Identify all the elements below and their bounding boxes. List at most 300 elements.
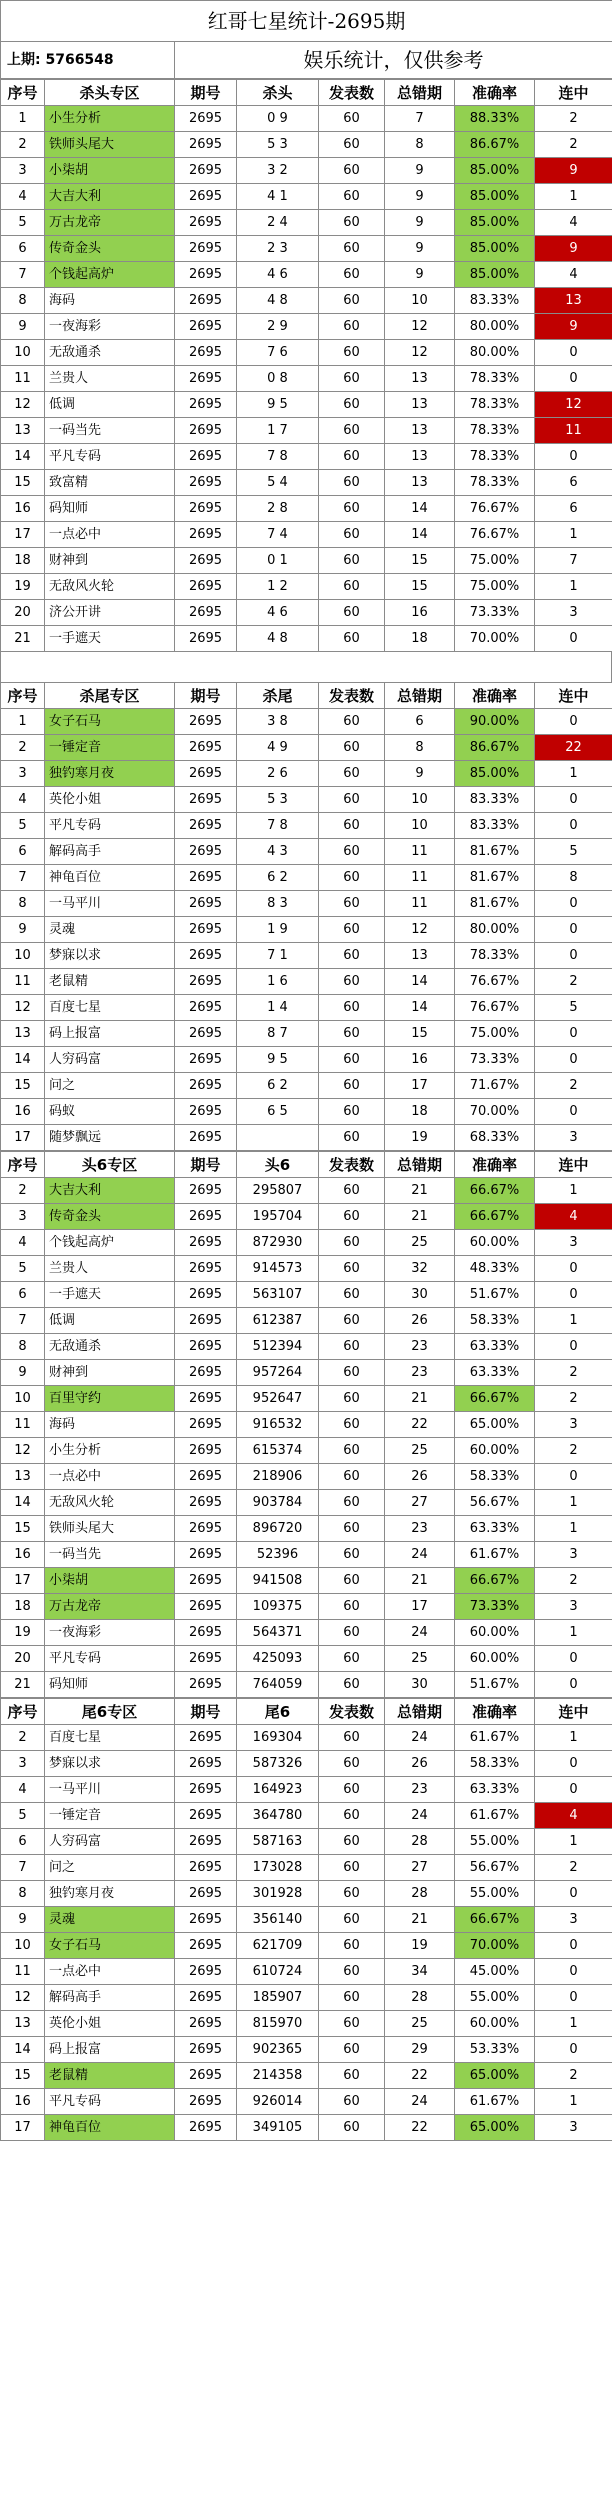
cell-value: 9 5 bbox=[237, 1047, 319, 1073]
cell-posts: 60 bbox=[319, 891, 385, 917]
cell-streak: 3 bbox=[535, 1412, 612, 1438]
cell-errors: 9 bbox=[385, 262, 455, 288]
cell-period: 2695 bbox=[175, 1490, 237, 1516]
cell-streak: 1 bbox=[535, 761, 612, 787]
cell-name: 一锤定音 bbox=[45, 1803, 175, 1829]
cell-name: 码蚁 bbox=[45, 1099, 175, 1125]
cell-value: 615374 bbox=[237, 1438, 319, 1464]
table-row bbox=[1, 1308, 612, 1334]
cell-errors: 9 bbox=[385, 184, 455, 210]
cell-accuracy: 63.33% bbox=[455, 1360, 535, 1386]
cell-value: 4 3 bbox=[237, 839, 319, 865]
cell-streak: 0 bbox=[535, 626, 612, 652]
cell-period: 2695 bbox=[175, 787, 237, 813]
cell-streak: 3 bbox=[535, 1125, 612, 1151]
cell-accuracy: 81.67% bbox=[455, 865, 535, 891]
cell-index: 14 bbox=[1, 444, 45, 470]
cell-accuracy: 63.33% bbox=[455, 1516, 535, 1542]
cell-posts: 60 bbox=[319, 787, 385, 813]
column-header-accuracy: 准确率 bbox=[455, 1152, 535, 1178]
cell-accuracy: 61.67% bbox=[455, 1725, 535, 1751]
cell-errors: 15 bbox=[385, 548, 455, 574]
cell-accuracy: 58.33% bbox=[455, 1308, 535, 1334]
cell-name: 码上报富 bbox=[45, 1021, 175, 1047]
cell-posts: 60 bbox=[319, 1490, 385, 1516]
cell-accuracy: 81.67% bbox=[455, 839, 535, 865]
cell-index: 17 bbox=[1, 1568, 45, 1594]
cell-index: 11 bbox=[1, 969, 45, 995]
column-header-period: 期号 bbox=[175, 1699, 237, 1725]
table-row bbox=[1, 106, 612, 132]
cell-period: 2695 bbox=[175, 1334, 237, 1360]
cell-value: 916532 bbox=[237, 1412, 319, 1438]
cell-posts: 60 bbox=[319, 735, 385, 761]
cell-accuracy: 56.67% bbox=[455, 1855, 535, 1881]
cell-period: 2695 bbox=[175, 1777, 237, 1803]
cell-accuracy: 86.67% bbox=[455, 735, 535, 761]
table-row bbox=[1, 1751, 612, 1777]
cell-posts: 60 bbox=[319, 1855, 385, 1881]
cell-posts: 60 bbox=[319, 2063, 385, 2089]
column-header-errors: 总错期 bbox=[385, 1152, 455, 1178]
column-header-errors: 总错期 bbox=[385, 80, 455, 106]
cell-errors: 13 bbox=[385, 470, 455, 496]
cell-accuracy: 65.00% bbox=[455, 1412, 535, 1438]
column-header-posts: 发表数 bbox=[319, 683, 385, 709]
cell-errors: 12 bbox=[385, 314, 455, 340]
cell-posts: 60 bbox=[319, 1282, 385, 1308]
column-header-accuracy: 准确率 bbox=[455, 683, 535, 709]
cell-value: 8 3 bbox=[237, 891, 319, 917]
cell-accuracy: 70.00% bbox=[455, 626, 535, 652]
table-row bbox=[1, 1672, 612, 1698]
cell-posts: 60 bbox=[319, 1204, 385, 1230]
cell-streak: 1 bbox=[535, 1725, 612, 1751]
cell-index: 6 bbox=[1, 839, 45, 865]
cell-value: 4 8 bbox=[237, 626, 319, 652]
stats-table-1 bbox=[0, 79, 612, 652]
cell-accuracy: 65.00% bbox=[455, 2115, 535, 2141]
cell-streak: 0 bbox=[535, 1751, 612, 1777]
cell-value: 1 9 bbox=[237, 917, 319, 943]
cell-posts: 60 bbox=[319, 1907, 385, 1933]
table-row bbox=[1, 1438, 612, 1464]
cell-period: 2695 bbox=[175, 1178, 237, 1204]
cell-value: 7 8 bbox=[237, 813, 319, 839]
cell-name: 大吉大利 bbox=[45, 184, 175, 210]
cell-index: 1 bbox=[1, 709, 45, 735]
cell-name: 海码 bbox=[45, 288, 175, 314]
cell-name: 人穷码富 bbox=[45, 1047, 175, 1073]
cell-name: 百里守约 bbox=[45, 1386, 175, 1412]
cell-streak: 5 bbox=[535, 995, 612, 1021]
cell-accuracy: 85.00% bbox=[455, 184, 535, 210]
table-row bbox=[1, 1646, 612, 1672]
cell-name: 无敌风火轮 bbox=[45, 574, 175, 600]
cell-period: 2695 bbox=[175, 2063, 237, 2089]
cell-period: 2695 bbox=[175, 943, 237, 969]
cell-errors: 23 bbox=[385, 1360, 455, 1386]
cell-posts: 60 bbox=[319, 1099, 385, 1125]
cell-accuracy: 85.00% bbox=[455, 262, 535, 288]
cell-errors: 30 bbox=[385, 1672, 455, 1698]
cell-streak: 0 bbox=[535, 444, 612, 470]
cell-errors: 23 bbox=[385, 1777, 455, 1803]
column-header-errors: 总错期 bbox=[385, 1699, 455, 1725]
cell-value: 4 1 bbox=[237, 184, 319, 210]
cell-index: 15 bbox=[1, 1073, 45, 1099]
cell-errors: 24 bbox=[385, 1803, 455, 1829]
cell-name: 平凡专码 bbox=[45, 444, 175, 470]
cell-value: 52396 bbox=[237, 1542, 319, 1568]
cell-value: 349105 bbox=[237, 2115, 319, 2141]
cell-name: 平凡专码 bbox=[45, 813, 175, 839]
cell-accuracy: 75.00% bbox=[455, 1021, 535, 1047]
cell-streak: 1 bbox=[535, 1829, 612, 1855]
cell-errors: 12 bbox=[385, 917, 455, 943]
cell-errors: 14 bbox=[385, 969, 455, 995]
table-row bbox=[1, 470, 612, 496]
cell-streak: 0 bbox=[535, 1985, 612, 2011]
cell-name: 个钱起高炉 bbox=[45, 1230, 175, 1256]
cell-name: 女子石马 bbox=[45, 1933, 175, 1959]
table-row bbox=[1, 865, 612, 891]
cell-posts: 60 bbox=[319, 761, 385, 787]
cell-index: 6 bbox=[1, 236, 45, 262]
cell-value: 7 1 bbox=[237, 943, 319, 969]
cell-period: 2695 bbox=[175, 1933, 237, 1959]
table-row bbox=[1, 262, 612, 288]
cell-name: 无敌通杀 bbox=[45, 340, 175, 366]
cell-name: 低调 bbox=[45, 1308, 175, 1334]
cell-errors: 14 bbox=[385, 496, 455, 522]
cell-accuracy: 80.00% bbox=[455, 917, 535, 943]
table-row bbox=[1, 314, 612, 340]
cell-posts: 60 bbox=[319, 210, 385, 236]
cell-period: 2695 bbox=[175, 1047, 237, 1073]
cell-value: 425093 bbox=[237, 1646, 319, 1672]
cell-accuracy: 75.00% bbox=[455, 548, 535, 574]
cell-index: 15 bbox=[1, 1516, 45, 1542]
cell-index: 8 bbox=[1, 1881, 45, 1907]
cell-streak: 0 bbox=[535, 1646, 612, 1672]
cell-streak: 0 bbox=[535, 709, 612, 735]
cell-period: 2695 bbox=[175, 1620, 237, 1646]
cell-value: 2 9 bbox=[237, 314, 319, 340]
cell-posts: 60 bbox=[319, 1230, 385, 1256]
cell-accuracy: 71.67% bbox=[455, 1073, 535, 1099]
cell-value: 185907 bbox=[237, 1985, 319, 2011]
cell-period: 2695 bbox=[175, 1464, 237, 1490]
cell-value: 903784 bbox=[237, 1490, 319, 1516]
cell-posts: 60 bbox=[319, 392, 385, 418]
cell-streak: 0 bbox=[535, 1047, 612, 1073]
cell-streak: 0 bbox=[535, 1021, 612, 1047]
cell-posts: 60 bbox=[319, 366, 385, 392]
cell-name: 一码当先 bbox=[45, 418, 175, 444]
cell-period: 2695 bbox=[175, 366, 237, 392]
cell-accuracy: 61.67% bbox=[455, 2089, 535, 2115]
cell-name: 一夜海彩 bbox=[45, 314, 175, 340]
column-header-value: 杀头 bbox=[237, 80, 319, 106]
cell-period: 2695 bbox=[175, 210, 237, 236]
cell-errors: 6 bbox=[385, 709, 455, 735]
cell-value: 301928 bbox=[237, 1881, 319, 1907]
table-row bbox=[1, 210, 612, 236]
cell-index: 4 bbox=[1, 1230, 45, 1256]
cell-posts: 60 bbox=[319, 1386, 385, 1412]
cell-index: 3 bbox=[1, 1204, 45, 1230]
cell-streak: 0 bbox=[535, 1933, 612, 1959]
cell-index: 16 bbox=[1, 1099, 45, 1125]
cell-errors: 13 bbox=[385, 366, 455, 392]
cell-name: 铁师头尾大 bbox=[45, 1516, 175, 1542]
cell-value: 6 2 bbox=[237, 865, 319, 891]
cell-value: 109375 bbox=[237, 1594, 319, 1620]
cell-streak: 3 bbox=[535, 600, 612, 626]
cell-accuracy: 66.67% bbox=[455, 1568, 535, 1594]
cell-value: 7 4 bbox=[237, 522, 319, 548]
cell-index: 5 bbox=[1, 210, 45, 236]
cell-value: 564371 bbox=[237, 1620, 319, 1646]
cell-value: 2 6 bbox=[237, 761, 319, 787]
cell-posts: 60 bbox=[319, 418, 385, 444]
cell-errors: 28 bbox=[385, 1985, 455, 2011]
cell-posts: 60 bbox=[319, 1725, 385, 1751]
cell-posts: 60 bbox=[319, 1959, 385, 1985]
cell-period: 2695 bbox=[175, 1594, 237, 1620]
cell-posts: 60 bbox=[319, 2037, 385, 2063]
cell-accuracy: 76.67% bbox=[455, 496, 535, 522]
table-row bbox=[1, 1829, 612, 1855]
cell-value: 195704 bbox=[237, 1204, 319, 1230]
cell-period: 2695 bbox=[175, 1855, 237, 1881]
cell-streak: 0 bbox=[535, 813, 612, 839]
cell-value: 6 5 bbox=[237, 1099, 319, 1125]
cell-period: 2695 bbox=[175, 392, 237, 418]
cell-index: 10 bbox=[1, 1386, 45, 1412]
cell-streak: 1 bbox=[535, 1308, 612, 1334]
table-row bbox=[1, 1855, 612, 1881]
cell-errors: 24 bbox=[385, 2089, 455, 2115]
table-header-row bbox=[1, 683, 612, 709]
cell-streak: 0 bbox=[535, 2037, 612, 2063]
table-row bbox=[1, 787, 612, 813]
cell-name: 个钱起高炉 bbox=[45, 262, 175, 288]
cell-accuracy: 63.33% bbox=[455, 1334, 535, 1360]
cell-accuracy: 76.67% bbox=[455, 995, 535, 1021]
cell-streak: 2 bbox=[535, 1855, 612, 1881]
cell-streak: 3 bbox=[535, 1907, 612, 1933]
cell-period: 2695 bbox=[175, 288, 237, 314]
stats-table-3 bbox=[0, 1151, 612, 1698]
table-row bbox=[1, 1099, 612, 1125]
table-row bbox=[1, 1881, 612, 1907]
cell-index: 20 bbox=[1, 1646, 45, 1672]
table-row bbox=[1, 1725, 612, 1751]
cell-accuracy: 66.67% bbox=[455, 1907, 535, 1933]
cell-name: 一手遮天 bbox=[45, 1282, 175, 1308]
cell-posts: 60 bbox=[319, 2115, 385, 2141]
table-row bbox=[1, 1803, 612, 1829]
cell-period: 2695 bbox=[175, 444, 237, 470]
cell-value: 587326 bbox=[237, 1751, 319, 1777]
cell-index: 12 bbox=[1, 995, 45, 1021]
tables-container bbox=[0, 79, 612, 2141]
cell-streak: 9 bbox=[535, 314, 612, 340]
cell-streak: 3 bbox=[535, 2115, 612, 2141]
cell-posts: 60 bbox=[319, 158, 385, 184]
cell-posts: 60 bbox=[319, 969, 385, 995]
cell-period: 2695 bbox=[175, 1516, 237, 1542]
cell-period: 2695 bbox=[175, 1099, 237, 1125]
cell-accuracy: 56.67% bbox=[455, 1490, 535, 1516]
cell-value: 4 9 bbox=[237, 735, 319, 761]
table-row bbox=[1, 392, 612, 418]
column-header-streak: 连中 bbox=[535, 1152, 612, 1178]
table-row bbox=[1, 600, 612, 626]
cell-streak: 13 bbox=[535, 288, 612, 314]
cell-name: 灵魂 bbox=[45, 1907, 175, 1933]
cell-errors: 24 bbox=[385, 1620, 455, 1646]
cell-accuracy: 58.33% bbox=[455, 1751, 535, 1777]
cell-accuracy: 65.00% bbox=[455, 2063, 535, 2089]
cell-streak: 2 bbox=[535, 2063, 612, 2089]
cell-name: 无敌风火轮 bbox=[45, 1490, 175, 1516]
cell-posts: 60 bbox=[319, 1360, 385, 1386]
cell-accuracy: 78.33% bbox=[455, 418, 535, 444]
cell-errors: 8 bbox=[385, 132, 455, 158]
cell-accuracy: 80.00% bbox=[455, 314, 535, 340]
cell-errors: 18 bbox=[385, 1099, 455, 1125]
cell-streak: 3 bbox=[535, 1594, 612, 1620]
cell-accuracy: 73.33% bbox=[455, 1047, 535, 1073]
cell-period: 2695 bbox=[175, 1751, 237, 1777]
cell-period: 2695 bbox=[175, 418, 237, 444]
cell-index: 5 bbox=[1, 1803, 45, 1829]
cell-posts: 60 bbox=[319, 1933, 385, 1959]
cell-index: 3 bbox=[1, 158, 45, 184]
table-row bbox=[1, 761, 612, 787]
cell-posts: 60 bbox=[319, 1620, 385, 1646]
cell-errors: 34 bbox=[385, 1959, 455, 1985]
cell-value: 164923 bbox=[237, 1777, 319, 1803]
column-header-index: 序号 bbox=[1, 1152, 45, 1178]
cell-streak: 2 bbox=[535, 1360, 612, 1386]
cell-accuracy: 83.33% bbox=[455, 787, 535, 813]
column-header-period: 期号 bbox=[175, 683, 237, 709]
table-row bbox=[1, 2063, 612, 2089]
cell-value: 610724 bbox=[237, 1959, 319, 1985]
cell-streak: 4 bbox=[535, 1803, 612, 1829]
cell-name: 梦寐以求 bbox=[45, 1751, 175, 1777]
table-row bbox=[1, 444, 612, 470]
cell-period: 2695 bbox=[175, 813, 237, 839]
cell-posts: 60 bbox=[319, 917, 385, 943]
cell-posts: 60 bbox=[319, 1985, 385, 2011]
cell-name: 平凡专码 bbox=[45, 1646, 175, 1672]
cell-value: 621709 bbox=[237, 1933, 319, 1959]
table-row bbox=[1, 995, 612, 1021]
cell-posts: 60 bbox=[319, 865, 385, 891]
cell-posts: 60 bbox=[319, 1829, 385, 1855]
cell-streak: 4 bbox=[535, 1204, 612, 1230]
cell-index: 16 bbox=[1, 496, 45, 522]
cell-streak: 3 bbox=[535, 1230, 612, 1256]
cell-errors: 24 bbox=[385, 1725, 455, 1751]
cell-period: 2695 bbox=[175, 969, 237, 995]
cell-streak: 0 bbox=[535, 891, 612, 917]
table-row bbox=[1, 1568, 612, 1594]
cell-streak: 4 bbox=[535, 210, 612, 236]
cell-value: 2 4 bbox=[237, 210, 319, 236]
cell-streak: 1 bbox=[535, 574, 612, 600]
cell-posts: 60 bbox=[319, 1881, 385, 1907]
cell-period: 2695 bbox=[175, 2115, 237, 2141]
table-row bbox=[1, 1360, 612, 1386]
table-row bbox=[1, 2037, 612, 2063]
cell-accuracy: 88.33% bbox=[455, 106, 535, 132]
cell-errors: 26 bbox=[385, 1308, 455, 1334]
cell-accuracy: 66.67% bbox=[455, 1178, 535, 1204]
table-row bbox=[1, 1542, 612, 1568]
slogan: 娱乐统计，仅供参考 bbox=[175, 42, 612, 79]
cell-name: 一点必中 bbox=[45, 1464, 175, 1490]
table-row bbox=[1, 522, 612, 548]
cell-name: 梦寐以求 bbox=[45, 943, 175, 969]
cell-errors: 21 bbox=[385, 1204, 455, 1230]
cell-accuracy: 78.33% bbox=[455, 943, 535, 969]
column-header-posts: 发表数 bbox=[319, 1152, 385, 1178]
cell-name: 人穷码富 bbox=[45, 1829, 175, 1855]
cell-index: 9 bbox=[1, 1360, 45, 1386]
cell-streak: 8 bbox=[535, 865, 612, 891]
cell-index: 13 bbox=[1, 1021, 45, 1047]
cell-streak: 0 bbox=[535, 1282, 612, 1308]
cell-period: 2695 bbox=[175, 184, 237, 210]
cell-accuracy: 55.00% bbox=[455, 1881, 535, 1907]
table-row bbox=[1, 1230, 612, 1256]
cell-errors: 13 bbox=[385, 418, 455, 444]
cell-value: 815970 bbox=[237, 2011, 319, 2037]
cell-period: 2695 bbox=[175, 158, 237, 184]
cell-streak: 1 bbox=[535, 184, 612, 210]
cell-errors: 23 bbox=[385, 1516, 455, 1542]
cell-name: 解码高手 bbox=[45, 839, 175, 865]
cell-name: 海码 bbox=[45, 1412, 175, 1438]
cell-accuracy: 51.67% bbox=[455, 1672, 535, 1698]
cell-errors: 11 bbox=[385, 839, 455, 865]
cell-errors: 14 bbox=[385, 522, 455, 548]
cell-index: 18 bbox=[1, 1594, 45, 1620]
cell-period: 2695 bbox=[175, 1907, 237, 1933]
cell-errors: 13 bbox=[385, 943, 455, 969]
cell-accuracy: 76.67% bbox=[455, 969, 535, 995]
cell-index: 19 bbox=[1, 574, 45, 600]
cell-errors: 10 bbox=[385, 288, 455, 314]
cell-accuracy: 63.33% bbox=[455, 1777, 535, 1803]
cell-accuracy: 85.00% bbox=[455, 761, 535, 787]
table-row bbox=[1, 1490, 612, 1516]
table-row bbox=[1, 1073, 612, 1099]
table-row bbox=[1, 2115, 612, 2141]
cell-posts: 60 bbox=[319, 1568, 385, 1594]
cell-index: 15 bbox=[1, 470, 45, 496]
cell-value: 295807 bbox=[237, 1178, 319, 1204]
cell-accuracy: 51.67% bbox=[455, 1282, 535, 1308]
cell-index: 20 bbox=[1, 600, 45, 626]
cell-index: 2 bbox=[1, 1725, 45, 1751]
